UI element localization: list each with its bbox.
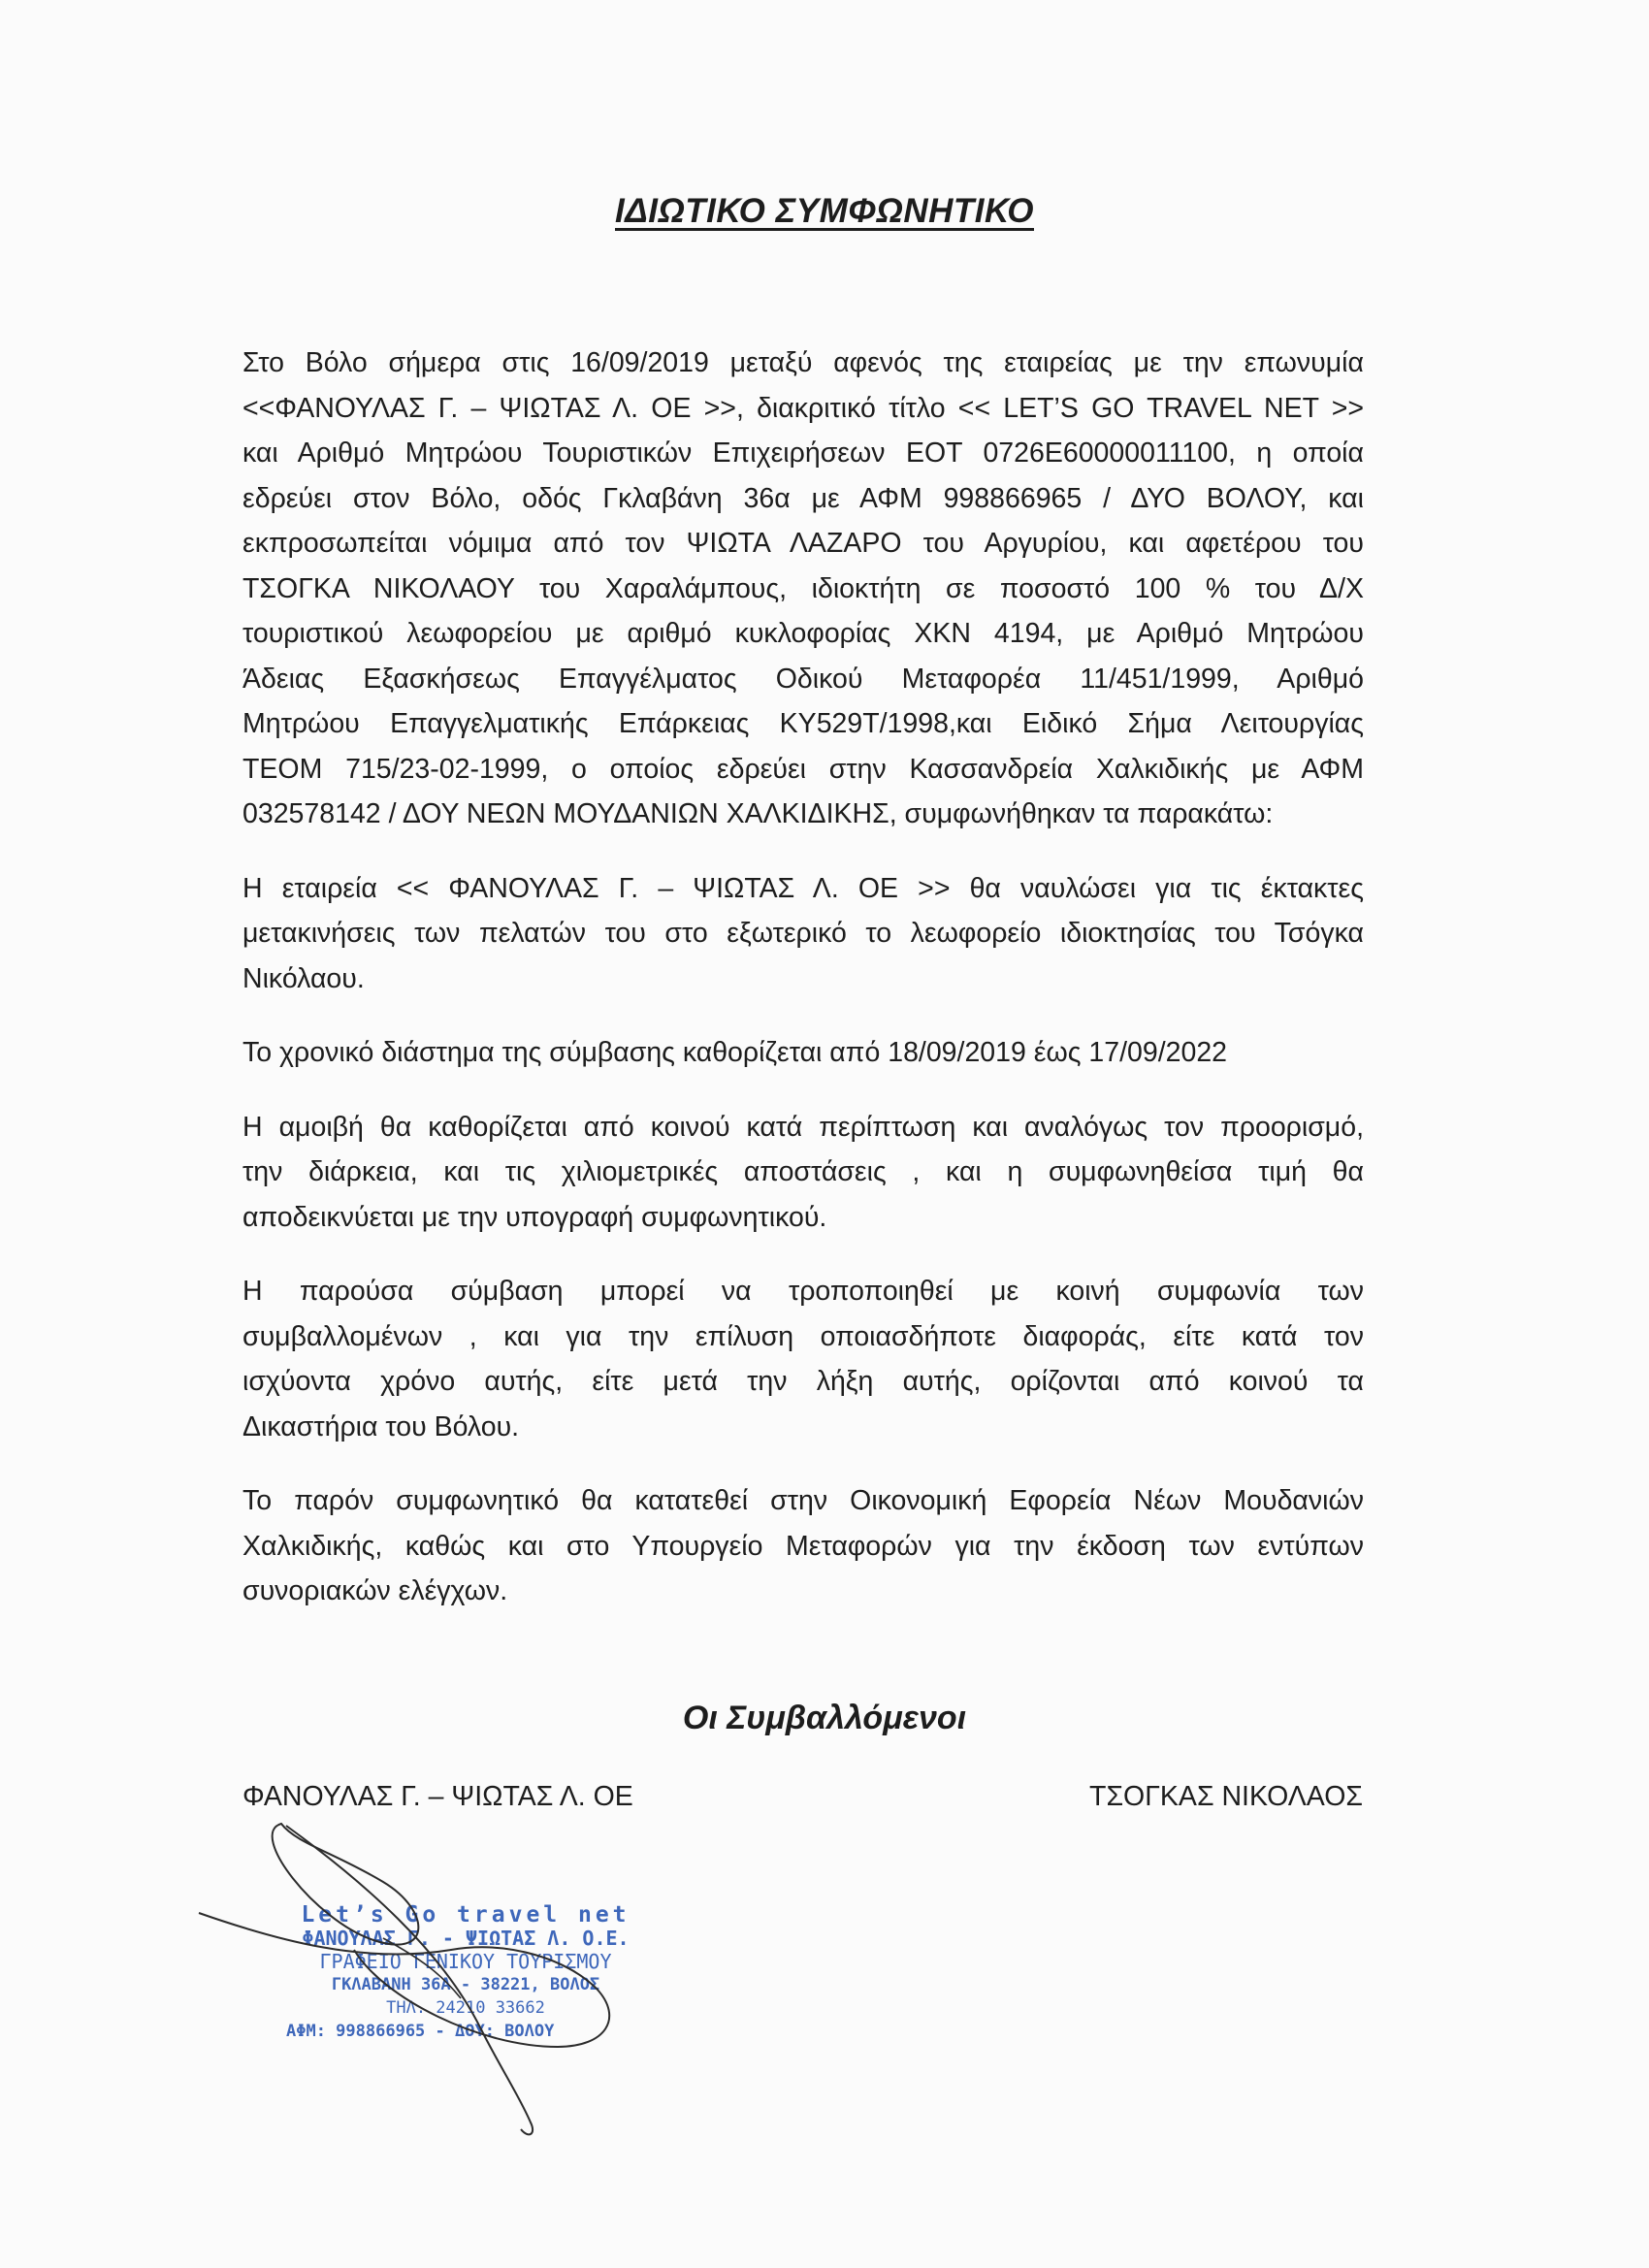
text-line: Μητρώου Επαγγελματικής Επάρκειας ΚΥ529Τ/1998,και Ειδικό Σήμα Λειτουργίας (242, 708, 1364, 739)
text-line: Το παρόν συμφωνητικό θα κατατεθεί στην Οικονομική Εφορεία Νέων Μουδανιών (242, 1485, 1364, 1516)
text-line: εδρεύει στον Βόλο, οδός Γκλαβάνη 36α με ΑΦΜ 998866965 / ΔΥΟ ΒΟΛΟΥ, και (242, 482, 1364, 514)
text-line: εκπροσωπείται νόμιμα από τον ΨΙΩΤΑ ΛΑΖΑΡΟ του Αργυρίου, και αφετέρου του (242, 528, 1364, 559)
text-line: Άδειας Εξασκήσεως Επαγγέλματος Οδικού Μεταφορέα 11/451/1999, Αριθμό (242, 663, 1364, 695)
paragraph-charter (242, 866, 1364, 1002)
text-line: μετακινήσεις των πελατών του στο εξωτερικό το λεωφορείο ιδιοκτησίας του Τσόγκα (242, 918, 1364, 949)
text-line: ΤΣΟΓΚΑ ΝΙΚΟΛΑΟΥ του Χαραλάμπους, ιδιοκτήτη σε ποσοστό 100 % του Δ/Χ (242, 572, 1364, 604)
text-line: Στο Βόλο σήμερα στις 16/09/2019 μεταξύ αφενός της εταιρείας με την επωνυμία (242, 347, 1364, 378)
text-line: τουριστικού λεωφορείου με αριθμό κυκλοφορίας ΧΚΝ 4194, με Αριθμό Μητρώου (242, 618, 1364, 649)
paragraph-filing (242, 1478, 1364, 1614)
text-line: αποδεικνύεται με την υπογραφή συμφωνητικού. (242, 1201, 827, 1233)
stamp-line: ΑΦΜ: 998866965 - ΔΟΥ: ΒΟΛΟΥ (286, 2022, 555, 2041)
document-body (242, 340, 1364, 1643)
text-line: συνοριακών ελέγχων. (242, 1575, 508, 1606)
signature-stroke (199, 1913, 609, 2047)
text-line: και Αριθμό Μητρώου Τουριστικών Επιχειρήσεων ΕΟΤ 0726Ε60000011100, η οποία (242, 437, 1364, 469)
text-line: Δικαστήρια του Βόλου. (242, 1410, 520, 1442)
text-line: Το χρονικό διάστημα της σύμβασης καθορίζεται από 18/09/2019 έως 17/09/2022 (242, 1037, 1228, 1068)
signature-stroke (273, 1824, 419, 1945)
text-line: <<ΦΑΝΟΥΛΑΣ Γ. – ΨΙΩΤΑΣ Λ. ΟΕ >>, διακριτικό τίτλο << LET’S GO TRAVEL NET >> (242, 392, 1364, 424)
stamp-line: ΤΗΛ. 24210 33662 (386, 1998, 545, 2018)
text-line: Η εταιρεία << ΦΑΝΟΥΛΑΣ Γ. – ΨΙΩΤΑΣ Λ. ΟΕ >> θα ναυλώσει για τις έκτακτες (242, 872, 1364, 904)
paragraph-fee (242, 1105, 1364, 1241)
text-line: Χαλκιδικής, καθώς και στο Υπουργείο Μεταφορών για την έκδοση των εντύπων (242, 1530, 1364, 1562)
text-line: ΤΕΟΜ 715/23-02-1999, ο οποίος εδρεύει στην Κασσανδρεία Χαλκιδικής με ΑΦΜ (242, 753, 1364, 785)
stamp-line: Let’s Go travel net (301, 1902, 630, 1928)
party-right-name: ΤΣΟΓΚΑΣ ΝΙΚΟΛΑΟΣ (1089, 1781, 1363, 1812)
party-left-name: ΦΑΝΟΥΛΑΣ Γ. – ΨΙΩΤΑΣ Λ. ΟΕ (242, 1781, 633, 1812)
stamp-line: ΓΚΛΑΒΑΝΗ 36Α - 38221, ΒΟΛΟΣ (331, 1975, 600, 1994)
stamp-line: ΓΡΑΦΕΙΟ ΓΕΝΙΚΟΥ ΤΟΥΡΙΣΜΟΥ (319, 1950, 612, 1973)
paragraph-parties (242, 340, 1364, 837)
text-line: Η αμοιβή θα καθορίζεται από κοινού κατά περίπτωση και αναλόγως τον προορισμό, (242, 1111, 1364, 1143)
paragraph-amendment (242, 1269, 1364, 1449)
signature-stroke (383, 1938, 461, 1998)
text-line: Η παρούσα σύμβαση μπορεί να τροποποιηθεί με κοινή συμφωνία των (242, 1276, 1364, 1307)
text-line: την διάρκεια, και τις χιλιομετρικές αποστάσεις , και η συμφωνηθείσα τιμή θα (242, 1156, 1364, 1187)
paragraph-duration (242, 1030, 1364, 1076)
text-line: ισχύοντα χρόνο αυτής, είτε μετά την λήξη αυτής, ορίζονται από κοινού τα (242, 1366, 1364, 1397)
document-title: ΙΔΙΩΤΙΚΟ ΣΥΜΦΩΝΗΤΙΚΟ (615, 192, 1034, 230)
signature-stroke (286, 1826, 533, 2134)
stamp-line: ΦΑΝΟΥΛΑΣ Γ. - ΨΙΩΤΑΣ Λ. Ο.Ε. (302, 1927, 630, 1950)
text-line: Νικόλαου. (242, 962, 365, 994)
text-line: 032578142 / ΔΟΥ ΝΕΩΝ ΜΟΥΔΑΝΙΩΝ ΧΑΛΚΙΔΙΚΗΣ, συμφωνήθηκαν τα παρακάτω: (242, 798, 1274, 829)
text-line: συμβαλλομένων , και για την επίλυση οποιασδήποτε διαφοράς, είτε κατά τον (242, 1320, 1364, 1352)
handwritten-signature (189, 1804, 694, 2154)
signatories-heading: Οι Συμβαλλόμενοι (682, 1700, 967, 1736)
